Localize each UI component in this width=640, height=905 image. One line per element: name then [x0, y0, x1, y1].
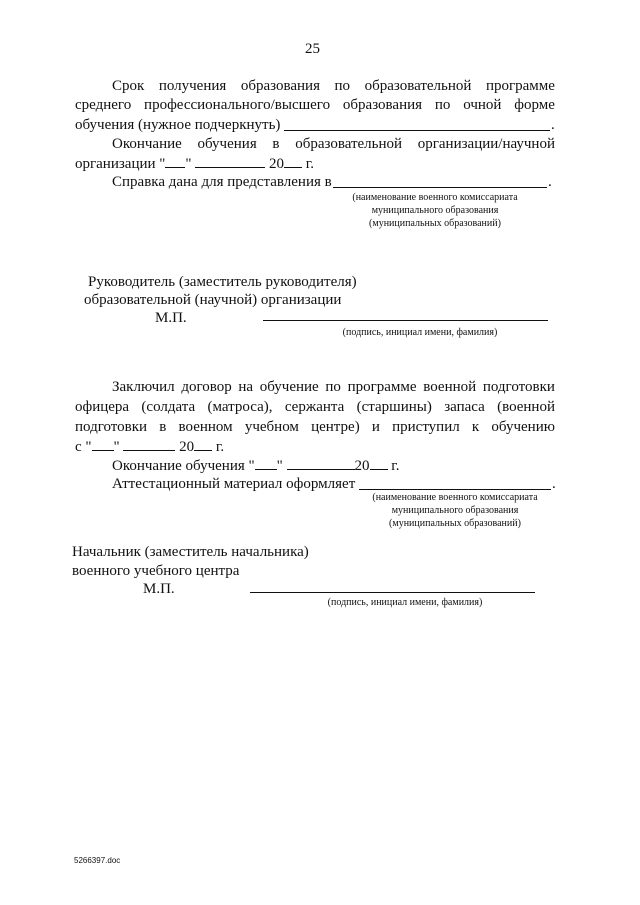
contract-line-3 — [75, 418, 555, 436]
word: (старшины) — [356, 399, 432, 415]
word: получения — [158, 78, 227, 94]
word: по — [325, 379, 341, 395]
word: военном — [178, 419, 233, 435]
head-title-line-1: Руководитель (заместитель руководителя) — [88, 274, 357, 290]
education-line-3: обучения (нужное подчеркнуть) — [75, 117, 281, 133]
chief-signature-hint: (подпись, инициал имени, фамилия) — [327, 597, 483, 608]
word: Срок — [112, 78, 145, 94]
text: г. — [391, 458, 400, 474]
word: обучение — [259, 379, 319, 395]
word: среднего — [75, 97, 132, 113]
year-blank — [370, 456, 388, 470]
word: по — [434, 97, 451, 113]
word: (солдата — [141, 399, 196, 415]
contract-line-2 — [75, 398, 555, 416]
word: Заключил — [112, 379, 175, 395]
word: обучения — [197, 136, 257, 152]
period: . — [548, 174, 552, 190]
contract-hint-2: муниципального образования — [391, 505, 519, 516]
head-signature-hint: (подпись, инициал имени, фамилия) — [342, 327, 498, 338]
chief-signature-line — [250, 592, 535, 593]
word: запаса — [444, 399, 485, 415]
word: центре) — [311, 419, 360, 435]
text: 20 — [179, 439, 195, 455]
word: программе — [347, 379, 417, 395]
chief-title-line-1: Начальник (заместитель начальника) — [72, 544, 309, 560]
word: программе — [485, 78, 555, 94]
text: 20 — [354, 458, 370, 474]
education-hint-1: (наименование военного комиссариата — [352, 192, 518, 203]
contract-end-date — [112, 456, 399, 475]
word: Окончание — [112, 136, 182, 152]
period: . — [551, 117, 555, 133]
word: учебном — [244, 419, 299, 435]
day-blank — [92, 437, 114, 451]
contract-line-1 — [112, 378, 555, 396]
word: профессионального/высшего — [144, 97, 331, 113]
reference-underline — [333, 187, 547, 188]
word: к — [471, 419, 480, 435]
head-signature-line — [263, 320, 548, 321]
word: образовательной — [295, 136, 403, 152]
word: договор — [181, 379, 232, 395]
word: подготовки — [482, 379, 555, 395]
reference-line: Справка дана для представления в — [112, 174, 332, 190]
year-blank — [194, 437, 212, 451]
text: г. — [305, 156, 314, 172]
education-line-2 — [75, 96, 555, 114]
word: организации/научной — [417, 136, 555, 152]
text: организации " — [75, 156, 166, 172]
word: и — [371, 419, 380, 435]
head-stamp: М.П. — [155, 310, 187, 326]
word: в — [159, 419, 167, 435]
year-blank — [284, 154, 302, 168]
text: 20 — [269, 156, 285, 172]
contract-start-date — [75, 437, 224, 456]
word: военной — [423, 379, 477, 395]
contract-hint-3: (муниципальных образований) — [389, 518, 521, 529]
word: офицера — [75, 399, 130, 415]
word: в — [272, 136, 280, 152]
word: по — [334, 78, 351, 94]
word: образовательной — [364, 78, 472, 94]
education-form-underline — [284, 130, 550, 131]
chief-stamp: М.П. — [143, 581, 175, 597]
word: подготовки — [75, 419, 148, 435]
contract-hint-1: (наименование военного комиссариата — [372, 492, 538, 503]
education-hint-3: (муниципальных образований) — [369, 218, 501, 229]
head-title-line-2: образовательной (научной) организации — [84, 292, 342, 308]
page-number: 25 — [305, 41, 320, 57]
text: г. — [215, 439, 225, 455]
text: с " — [75, 439, 92, 455]
text: " — [276, 458, 283, 474]
word: обучению — [491, 419, 555, 435]
education-line-5 — [75, 154, 314, 173]
education-line-1 — [112, 77, 555, 95]
attestation-underline — [359, 489, 551, 490]
word: (матроса), — [207, 399, 273, 415]
word: образования — [240, 78, 320, 94]
day-blank — [165, 154, 185, 168]
word: приступил — [392, 419, 460, 435]
word: на — [238, 379, 254, 395]
attestation-line: Аттестационный материал оформляет — [112, 476, 356, 492]
text: " — [185, 156, 192, 172]
word: сержанта — [284, 399, 345, 415]
word: очной — [463, 97, 502, 113]
period: . — [552, 476, 556, 492]
month-blank — [195, 154, 265, 168]
education-line-4 — [112, 135, 555, 153]
footer-filename: 5266397.doc — [74, 856, 121, 865]
word: форме — [514, 97, 555, 113]
text: " — [113, 439, 120, 455]
day-blank — [255, 456, 277, 470]
education-hint-2: муниципального образования — [371, 205, 499, 216]
month-blank — [287, 456, 355, 470]
month-blank — [123, 437, 175, 451]
word: (военной — [497, 399, 555, 415]
text: Окончание обучения " — [112, 458, 255, 474]
chief-title-line-2: военного учебного центра — [72, 563, 240, 579]
word: образования — [342, 97, 423, 113]
